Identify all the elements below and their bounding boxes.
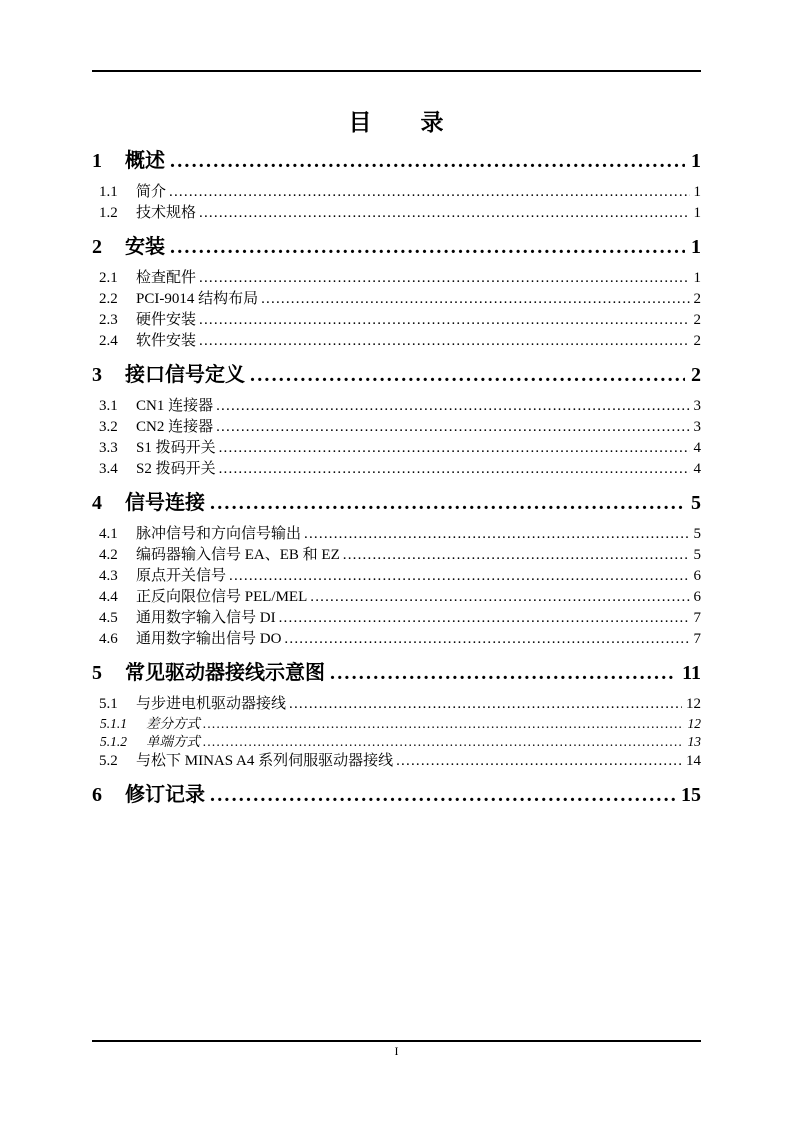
toc-leader-dots <box>289 694 682 715</box>
toc-entry-number: 4.6 <box>99 631 118 647</box>
toc-entry-title: 差分方式 <box>146 716 200 731</box>
toc-entry[interactable] <box>92 396 701 417</box>
toc-entry-page: 6 <box>693 589 701 605</box>
toc-entry-title: 硬件安装 <box>136 312 197 328</box>
toc-entry[interactable] <box>92 545 701 566</box>
toc-entry[interactable] <box>92 751 701 772</box>
toc-title: 目 录 <box>348 110 445 135</box>
toc-entry-page: 12 <box>687 716 701 731</box>
toc-leader-dots <box>304 524 689 545</box>
toc-leader-dots <box>170 237 685 257</box>
header-rule <box>92 70 701 72</box>
toc-entry-title: S1 拨码开关 <box>136 440 216 456</box>
toc-entry-number: 1.1 <box>99 184 118 200</box>
toc-leader-dots <box>210 785 675 805</box>
footer-rule <box>92 1040 701 1042</box>
toc-leader-dots <box>169 182 689 203</box>
toc-entry-title: 安装 <box>125 236 165 258</box>
toc-entry-number: 5.1.1 <box>100 716 127 731</box>
toc-entry-title: 概述 <box>125 150 165 172</box>
toc-entry-page: 12 <box>686 696 701 712</box>
toc-leader-dots <box>284 629 689 650</box>
toc-leader-dots <box>330 663 676 683</box>
toc-entry[interactable] <box>92 331 701 352</box>
toc-leader-dots <box>279 608 690 629</box>
toc-entry-number: 5.1.2 <box>100 734 127 749</box>
toc-leader-dots <box>203 733 684 751</box>
toc-entry-number: 6 <box>92 784 102 806</box>
toc-entry-number: 4.2 <box>99 547 118 563</box>
toc-entry[interactable] <box>92 566 701 587</box>
toc-entry-page: 1 <box>693 184 701 200</box>
toc-entry[interactable] <box>92 694 701 715</box>
toc-leader-dots <box>219 438 690 459</box>
toc-entry[interactable] <box>92 365 701 385</box>
toc-entry-number: 5.1 <box>99 696 118 712</box>
toc-leader-dots <box>343 545 690 566</box>
toc-entry-title: 与松下 MINAS A4 系列伺服驱动器接线 <box>136 753 394 769</box>
toc-entry[interactable] <box>92 608 701 629</box>
toc-entry-title: 与步进电机驱动器接线 <box>136 696 287 712</box>
toc-entry-number: 3.2 <box>99 419 118 435</box>
toc-entry-title: 单端方式 <box>146 734 200 749</box>
toc-entry-page: 2 <box>693 312 701 328</box>
toc-entry-page: 1 <box>693 205 701 221</box>
toc-entry-number: 3.1 <box>99 398 118 414</box>
toc-entry[interactable] <box>92 417 701 438</box>
toc-leader-dots <box>203 715 684 733</box>
toc-entry-title: PCI-9014 结构布局 <box>136 291 259 307</box>
toc-entry-page: 15 <box>681 784 701 806</box>
toc-entry-page: 3 <box>693 419 701 435</box>
toc-entry-number: 4.4 <box>99 589 118 605</box>
toc-entry-number: 3.4 <box>99 461 118 477</box>
toc-entry-page: 13 <box>687 734 701 749</box>
toc-leader-dots <box>199 310 689 331</box>
toc-entry-page: 1 <box>691 150 701 172</box>
toc-entry-page: 7 <box>693 610 701 626</box>
footer-page-number: I <box>394 1044 399 1058</box>
toc-entry-number: 4 <box>92 492 102 514</box>
toc-entry[interactable] <box>92 237 701 257</box>
toc-leader-dots <box>229 566 689 587</box>
toc-entry-number: 3 <box>92 364 102 386</box>
toc-entry-title: 通用数字输入信号 DI <box>136 610 276 626</box>
toc-entry-number: 2.3 <box>99 312 118 328</box>
toc-entry-page: 7 <box>693 631 701 647</box>
toc-entry[interactable] <box>92 493 701 513</box>
toc-entry[interactable] <box>92 151 701 171</box>
toc-entry[interactable] <box>92 182 701 203</box>
toc-entry-title: 常见驱动器接线示意图 <box>125 662 325 684</box>
toc-entry-number: 4.5 <box>99 610 118 626</box>
toc-leader-dots <box>170 151 685 171</box>
toc-entry-title: 接口信号定义 <box>125 364 245 386</box>
toc-entry-page: 14 <box>686 753 701 769</box>
toc-entry-page: 5 <box>691 492 701 514</box>
toc-entry[interactable] <box>92 459 701 480</box>
toc-entry-number: 3.3 <box>99 440 118 456</box>
toc-entry-number: 5.2 <box>99 753 118 769</box>
toc-entry-title: S2 拨码开关 <box>136 461 216 477</box>
toc-entry[interactable] <box>92 268 701 289</box>
toc-entry[interactable] <box>92 587 701 608</box>
toc-entry-page: 11 <box>682 662 701 684</box>
toc-entry[interactable] <box>92 310 701 331</box>
toc-entry-page: 3 <box>693 398 701 414</box>
toc-entry-title: 脉冲信号和方向信号输出 <box>136 526 302 542</box>
toc-entry[interactable] <box>92 663 701 683</box>
toc-entry-title: 正反向限位信号 PEL/MEL <box>136 589 308 605</box>
toc-entry[interactable] <box>92 203 701 224</box>
toc-entry-number: 2 <box>92 236 102 258</box>
toc-leader-dots <box>199 203 689 224</box>
toc-entry-number: 4.3 <box>99 568 118 584</box>
toc-entry-title: 技术规格 <box>136 205 197 221</box>
toc-entry-page: 4 <box>693 461 701 477</box>
toc-entry-title: 检查配件 <box>136 270 197 286</box>
page-content <box>92 0 701 816</box>
toc-entry-title: 软件安装 <box>136 333 197 349</box>
toc-entry-page: 6 <box>693 568 701 584</box>
toc-leader-dots <box>310 587 689 608</box>
toc-entry-title: 修订记录 <box>125 784 205 806</box>
toc-entry-page: 2 <box>693 333 701 349</box>
toc-entry-number: 2.1 <box>99 270 118 286</box>
toc-entry-title: 简介 <box>136 184 167 200</box>
toc-leader-dots <box>199 268 689 289</box>
toc-list <box>92 151 701 805</box>
toc-entry-page: 5 <box>693 547 701 563</box>
toc-entry[interactable] <box>92 438 701 459</box>
toc-entry-number: 2.2 <box>99 291 118 307</box>
toc-entry-title: CN1 连接器 <box>136 398 214 414</box>
toc-entry-page: 5 <box>693 526 701 542</box>
toc-entry-number: 5 <box>92 662 102 684</box>
toc-entry[interactable] <box>92 715 701 733</box>
toc-leader-dots <box>216 396 689 417</box>
toc-entry-page: 2 <box>693 291 701 307</box>
toc-entry-title: 信号连接 <box>125 492 205 514</box>
toc-entry-number: 4.1 <box>99 526 118 542</box>
toc-leader-dots <box>250 365 685 385</box>
toc-entry-title: 原点开关信号 <box>136 568 227 584</box>
toc-entry[interactable] <box>92 629 701 650</box>
toc-leader-dots <box>199 331 689 352</box>
toc-entry-number: 1.2 <box>99 205 118 221</box>
toc-leader-dots <box>216 417 689 438</box>
toc-entry-number: 1 <box>92 150 102 172</box>
toc-entry-page: 4 <box>693 440 701 456</box>
toc-entry[interactable] <box>92 733 701 751</box>
toc-entry[interactable] <box>92 785 701 805</box>
page-footer <box>92 1040 701 1059</box>
toc-entry-page: 1 <box>691 236 701 258</box>
toc-leader-dots <box>261 289 689 310</box>
toc-entry-title: 通用数字输出信号 DO <box>136 631 282 647</box>
toc-entry-number: 2.4 <box>99 333 118 349</box>
toc-entry[interactable] <box>92 524 701 545</box>
toc-entry-page: 1 <box>693 270 701 286</box>
toc-leader-dots <box>219 459 690 480</box>
toc-entry-title: CN2 连接器 <box>136 419 214 435</box>
toc-entry[interactable] <box>92 289 701 310</box>
toc-entry-title: 编码器输入信号 EA、EB 和 EZ <box>136 547 340 563</box>
toc-leader-dots <box>396 751 682 772</box>
toc-entry-page: 2 <box>691 364 701 386</box>
toc-leader-dots <box>210 493 685 513</box>
